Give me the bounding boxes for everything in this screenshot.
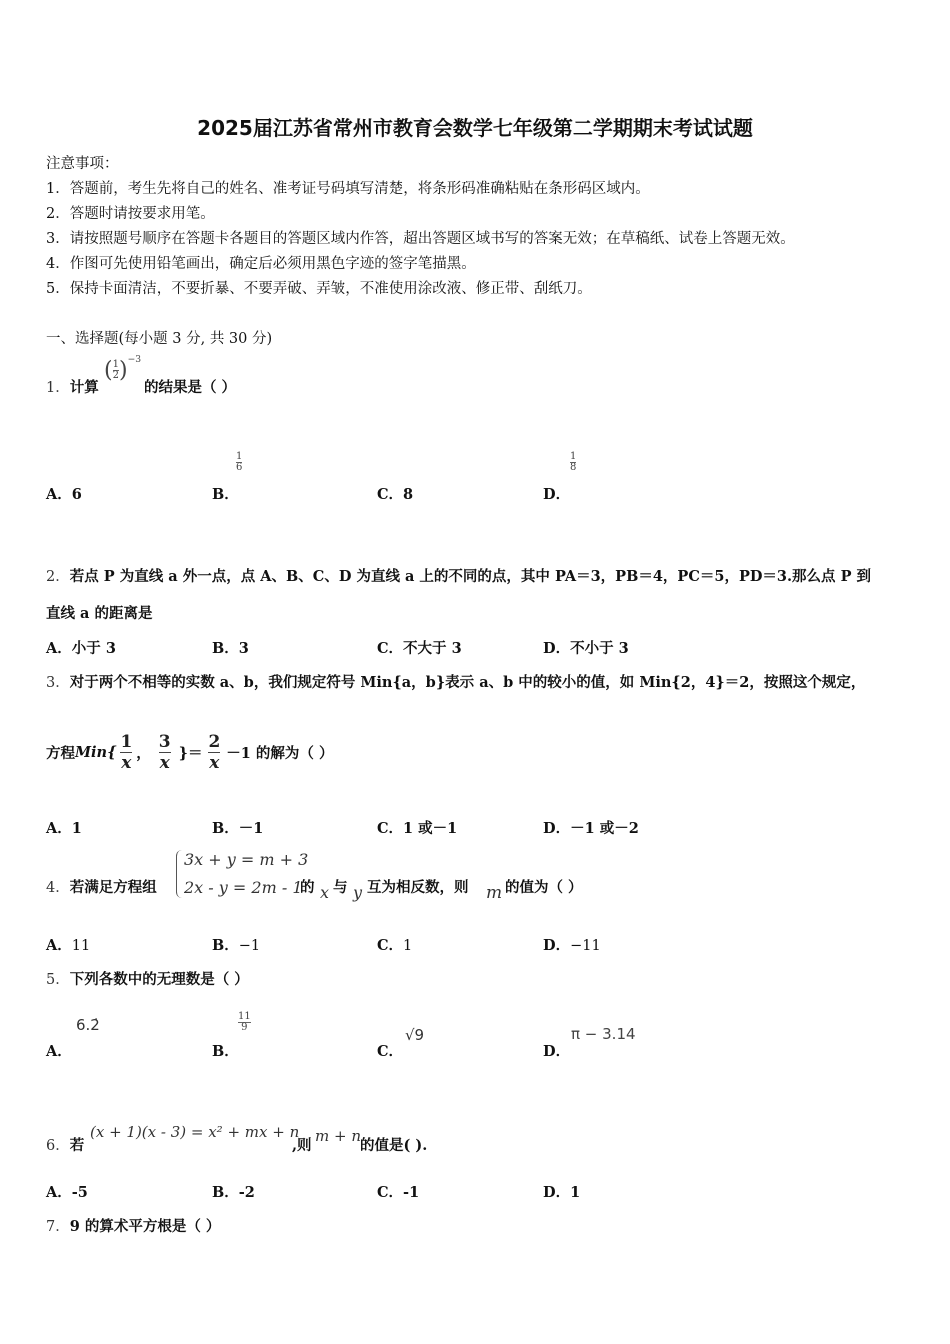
option-label: B． [212,937,239,954]
frac-num: 1 [112,358,119,370]
q6-expression: (x + 1)(x - 3) = x² + mx + n [90,1123,300,1141]
option-label: A． [46,640,72,657]
option-label: D． [543,1043,571,1060]
option-label: C． [377,1184,404,1201]
option-text: －1 或－2 [570,820,639,837]
option-text: 1 [403,938,413,954]
option-label: B． [212,640,239,657]
option-d-math: π − 3.14 [571,1025,636,1043]
option-label: A． [46,1043,72,1060]
option-b[interactable] [212,817,263,838]
option-c[interactable] [377,1040,403,1061]
option-text: 小于 3 [71,640,116,657]
variable-x: x [320,883,330,902]
option-label: B． [212,820,239,837]
frac-den: 8 [570,462,577,473]
option-text: 8 [403,486,414,503]
option-label: D． [543,937,571,954]
option-text: −1 [238,938,261,954]
notice-item: 5．保持卡面清洁，不要折暴、不要弄破、弄皱，不准使用涂改液、修正带、刮纸刀。 [46,281,592,297]
question-number: 5． [46,972,70,988]
question-number: 4． [46,880,70,896]
question-text: 直线 a 的距离是 [46,605,153,622]
frac-den: x [121,753,132,773]
question-number: 6． [46,1138,70,1154]
option-label: A． [46,937,72,954]
option-c[interactable] [377,483,413,504]
notice-item: 4．作图可先使用铅笔画出，确定后必须用黑色字迹的签字笔描黑。 [46,256,476,272]
notice-item: 2．答题时请按要求用笔。 [46,206,215,222]
option-d[interactable] [543,817,639,838]
equation-text: }＝ [178,745,203,762]
variable-m: m [486,883,503,903]
equation-system-brace [176,850,183,898]
question-text: 的 [300,879,315,896]
option-d[interactable] [543,637,629,658]
system-equation-2: 2x - y = 2m - 1 [184,878,303,897]
equation-text: ， [136,745,151,762]
option-text: 不大于 3 [403,640,462,657]
option-text: 1 [71,820,82,837]
frac-num: 2 [208,732,221,752]
option-c-math: √9 [405,1026,425,1044]
exponent: −3 [127,354,142,366]
page-title: 2025届江苏省常州市教育会数学七年级第二学期期末考试试题 [197,116,753,140]
question-5 [46,968,249,989]
equation-text: Min{ [75,744,117,761]
option-text: 1 [570,1184,581,1201]
option-text: 3 [238,640,249,657]
variable-y: y [353,883,363,902]
option-text: －1 [238,820,264,837]
option-text: 11 [71,938,91,954]
question-text: 的值为（ ） [505,879,583,896]
question-text: 互为相反数，则 [367,879,469,896]
option-a[interactable] [46,1181,88,1202]
option-b-fraction [238,1012,251,1033]
option-a[interactable] [46,483,82,504]
option-d[interactable] [543,1040,570,1061]
frac-num: 11 [238,1011,251,1022]
frac-num: 1 [120,732,133,752]
frac-den: x [159,753,170,773]
question-2 [46,565,871,586]
fraction [159,732,171,773]
notice-item: 3．请按照题号顺序在答题卡各题目的答题区域内作答，超出答题区域书写的答案无效；在草稿纸、试卷上答题无效。 [46,231,795,247]
option-c[interactable] [377,637,462,658]
option-label: C． [377,820,404,837]
frac-den: 2 [112,369,119,381]
question-text: 对于两个不相等的实数 a、b，我们规定符号 Min{a，b}表示 a、b 中的较小的值，如 Min{2，4}＝2，按照这个规定， [69,674,866,691]
equation-text: －1 的解为（ ） [226,745,334,762]
option-c[interactable] [377,817,457,838]
option-label: A． [46,1184,72,1201]
q1-power-expression: ( $\frac{1}{2}$ )$^{-3}$ [104,354,142,383]
question-7 [46,1215,220,1236]
option-label: B． [212,1184,239,1201]
option-a[interactable] [46,817,82,838]
option-a[interactable] [46,637,116,658]
option-b[interactable] [212,934,260,955]
question-text: 的值是( ). [360,1137,428,1154]
question-text: 若满足方程组 [69,879,157,896]
option-text: 1 或－1 [403,820,458,837]
question-1 [46,376,99,397]
option-b[interactable] [212,637,249,658]
frac-den: 9 [238,1022,251,1033]
system-equation-1: 3x + y = m + 3 [184,850,309,869]
option-d[interactable] [543,483,570,504]
option-label: B． [212,1043,239,1060]
option-label: D． [543,820,571,837]
question-text: 的结果是（ ） [144,379,237,396]
option-label: C． [377,1043,404,1060]
option-label: C． [377,640,404,657]
option-label: C． [377,486,404,503]
frac-den: x [209,753,220,773]
option-label: D． [543,1184,571,1201]
frac-num: 1 [236,451,243,462]
question-number: 3． [46,675,70,691]
question-text: 若 [69,1137,85,1154]
option-b-fraction [236,452,242,473]
q6-expression-2: m + n [315,1127,361,1145]
section-heading: 一、选择题(每小题 3 分, 共 30 分) [46,331,273,347]
question-text: 若点 P 为直线 a 外一点，点 A、B、C、D 为直线 a 上的不同的点，其中 PA＝3，PB＝4，PC＝5，PD＝3.那么点 P 到 [69,568,872,585]
question-3 [46,671,865,692]
question-text: 与 [333,879,348,896]
question-text: 计算 [69,379,99,396]
option-b[interactable] [212,1040,239,1061]
option-c[interactable] [377,934,412,955]
question-text: 9 的算术平方根是（ ） [69,1218,221,1235]
option-text: −11 [570,938,601,954]
fraction [208,732,220,773]
equation-text: 方程 [46,745,75,762]
option-label: C． [377,937,404,954]
option-d[interactable] [543,1181,580,1202]
option-label: D． [543,640,571,657]
option-label: B． [212,486,239,503]
frac-num: 1 [570,451,577,462]
frac-num: 3 [158,732,171,752]
question-text: 下列各数中的无理数是（ ） [69,971,249,988]
frac-den: 6 [236,462,243,473]
option-label: A． [46,820,72,837]
option-d[interactable] [543,934,601,955]
question-number: 1． [46,380,70,396]
notice-item: 1．答题前，考生先将自己的姓名、准考证号码填写清楚，将条形码准确粘贴在条形码区域内。 [46,181,650,197]
fraction [120,732,132,773]
option-text: -5 [71,1184,88,1201]
option-a-math: 6.2̇ [76,1016,100,1034]
option-c[interactable] [377,1181,419,1202]
option-b[interactable] [212,483,239,504]
option-a[interactable] [46,934,90,955]
option-a[interactable] [46,1040,72,1061]
option-text: -1 [403,1184,420,1201]
question-number: 7． [46,1219,70,1235]
option-label: D． [543,486,571,503]
option-text: -2 [238,1184,255,1201]
q3-equation [46,732,333,773]
option-d-fraction [570,452,576,473]
question-6 [46,1134,84,1155]
option-text: 不小于 3 [570,640,629,657]
option-text: 6 [71,486,82,503]
question-number: 2． [46,569,70,585]
question-4 [46,876,157,897]
question-text: ,则 [292,1137,312,1154]
option-label: A． [46,486,72,503]
option-b[interactable] [212,1181,255,1202]
notice-heading: 注意事项： [46,156,119,172]
